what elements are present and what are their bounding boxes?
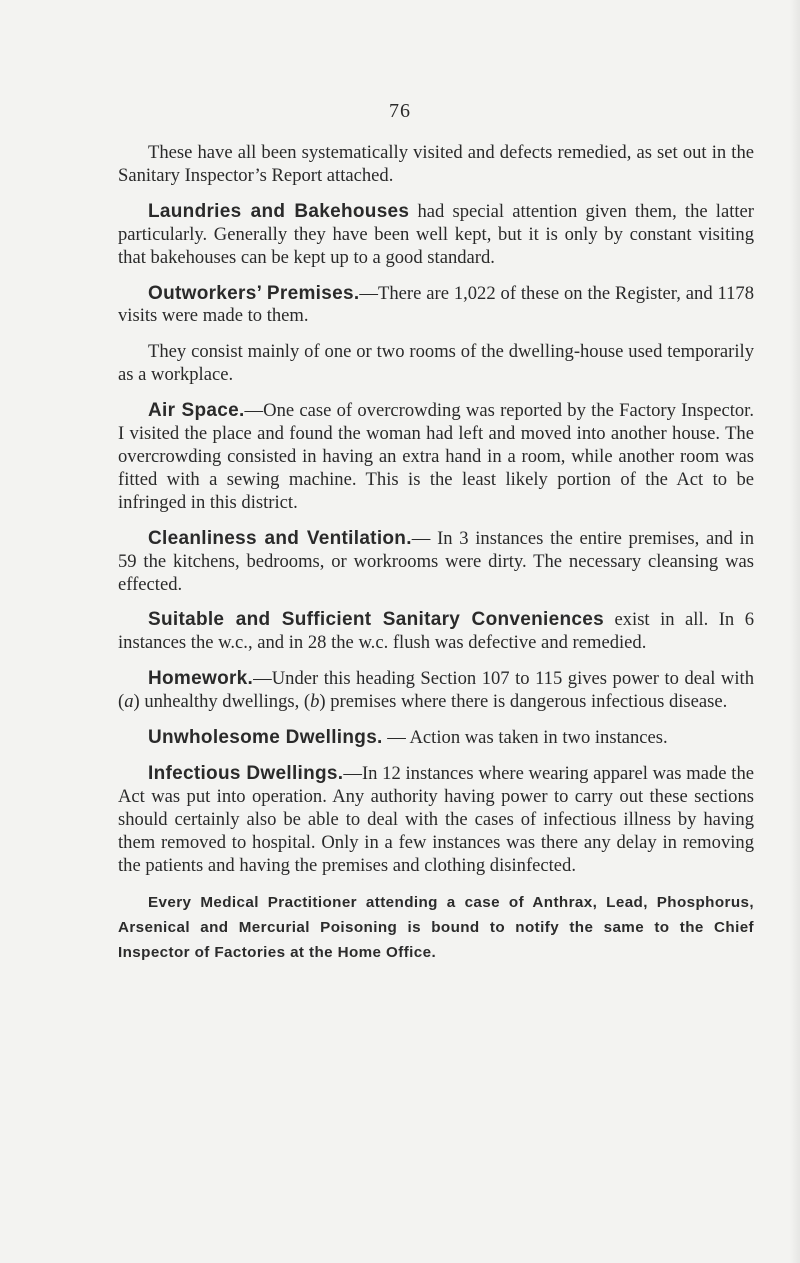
section-heading: Infectious Dwellings.: [148, 762, 344, 784]
list-label-b: b: [310, 691, 320, 713]
section-heading: Unwholesome Dwellings.: [148, 727, 383, 749]
section-heading: Outworkers’ Premises.: [148, 282, 360, 304]
paragraph-intro: [118, 142, 754, 188]
paragraph-air-space: [118, 400, 754, 515]
page-body: [118, 142, 754, 965]
paragraph-text: —Under this heading Section 107 to 115 gives power to deal with (: [118, 668, 754, 713]
section-heading: Laundries and Bakehouses: [148, 200, 410, 222]
list-label-a: a: [124, 691, 134, 713]
paragraph-homework: [118, 668, 754, 714]
paragraph-sanitary-conveniences: [118, 609, 754, 655]
page-edge-shadow: [790, 0, 800, 1263]
paragraph-text: —One case of overcrowding was reported by the Factory Inspector. I visited the place and found the woman had left and moved into another house. The overcrowding consisted in having an extra hand in a room, while another room was fitted with a sewing machine. This is the least likely portion of the Act to be infringed in this district.: [118, 400, 754, 513]
paragraph-cleanliness-ventilation: [118, 528, 754, 597]
paragraph-text: —In 12 instances where wearing apparel was made the Act was put into operation. Any authority having power to carry out these sections should certainly also be able to deal with the cases of infectious illness by having them removed to hospital. Only in a few instances was there any delay in removing the patients and having the premises and clothing disinfected.: [118, 762, 754, 876]
paragraph-unwholesome-dwellings: [118, 727, 754, 750]
paragraph-consist: [118, 341, 754, 387]
notification-notice: Every Medical Practitioner attending a case of Anthrax, Lead, Phosphorus, Arsenical and Mercurial Poisoning is bound to notify the same to the Chief Inspector of Factories at the Home Office.: [118, 894, 754, 962]
section-heading: Homework.: [148, 668, 254, 690]
paragraph-text: exist in all. In 6 instances the w.c., and in 28 the w.c. flush was defective and remedied.: [118, 609, 754, 654]
section-heading: Air Space.: [148, 400, 245, 422]
paragraph-outworkers-premises: [118, 283, 754, 329]
paragraph-text: — Action was taken in two instances.: [382, 727, 668, 749]
paragraph-text: These have all been systematically visited and defects remedied, as set out in the Sanitary Inspector’s Report attached.: [118, 142, 754, 186]
paragraph-text: ) premises where there is dangerous infectious disease.: [319, 691, 728, 713]
paragraph-text: They consist mainly of one or two rooms of the dwelling-house used temporarily as a workplace.: [118, 341, 754, 386]
paragraph-laundries-bakehouses: [118, 201, 754, 270]
section-heading: Cleanliness and Ventilation.: [148, 527, 412, 549]
section-heading: Suitable and Sufficient Sanitary Conveniences: [148, 609, 604, 631]
paragraph-text: ) unhealthy dwellings, (: [133, 691, 311, 713]
page-number: 76: [389, 100, 411, 122]
paragraph-text: — In 3 instances the entire premises, and in 59 the kitchens, bedrooms, or workrooms were dirty. The necessary cleansing was effected.: [118, 527, 755, 595]
paragraph-text: had special attention given them, the latter particularly. Generally they have been well kept, but it is only by constant visiting that bakehouses can be kept up to a good standard.: [118, 200, 754, 268]
paragraph-infectious-dwellings: [118, 763, 754, 878]
paragraph-text: —There are 1,022 of these on the Register, and 1178 visits were made to them.: [118, 282, 755, 327]
